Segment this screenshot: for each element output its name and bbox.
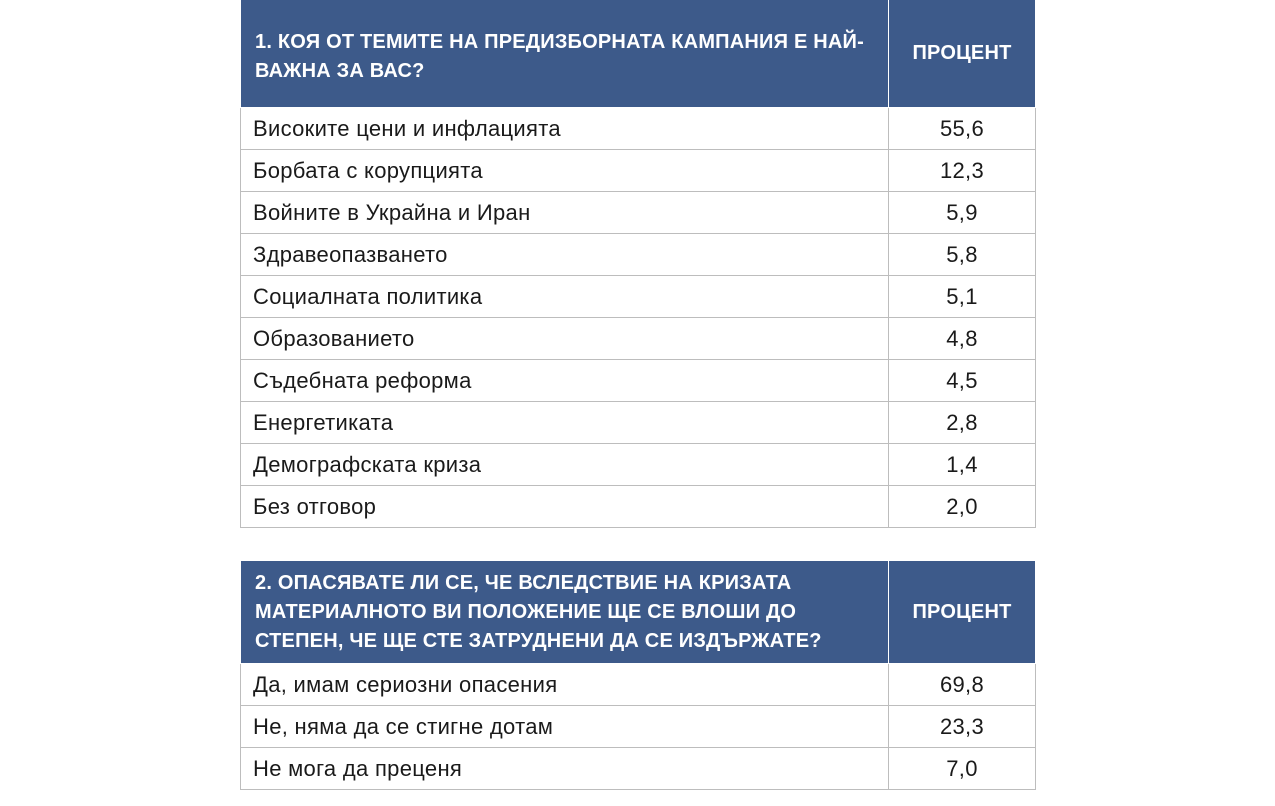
- row-value: 1,4: [889, 444, 1036, 486]
- row-label: Високите цени и инфлацията: [241, 108, 889, 150]
- table-row: [241, 108, 1036, 150]
- row-value: 12,3: [889, 150, 1036, 192]
- row-label: Енергетиката: [241, 402, 889, 444]
- row-label: Войните в Украйна и Иран: [241, 192, 889, 234]
- table-row: [241, 444, 1036, 486]
- row-label: Без отговор: [241, 486, 889, 528]
- table-row: [241, 486, 1036, 528]
- row-label: Образованието: [241, 318, 889, 360]
- table-row: [241, 318, 1036, 360]
- table-body: [241, 108, 1036, 528]
- table-row: [241, 664, 1036, 706]
- question-header: 1. КОЯ ОТ ТЕМИТЕ НА ПРЕДИЗБОРНАТА КАМПАНИЯ Е НАЙ-ВАЖНА ЗА ВАС?: [241, 0, 889, 108]
- table-row: [241, 234, 1036, 276]
- survey-table-2: [240, 561, 1036, 790]
- table-row: [241, 276, 1036, 318]
- row-value: 2,0: [889, 486, 1036, 528]
- row-label: Да, имам сериозни опасения: [241, 664, 889, 706]
- row-label: Не мога да преценя: [241, 748, 889, 790]
- question-header: 2. ОПАСЯВАТЕ ЛИ СЕ, ЧЕ ВСЛЕДСТВИЕ НА КРИЗАТА МАТЕРИАЛНОТО ВИ ПОЛОЖЕНИЕ ЩЕ СЕ ВЛОШИ ДО СТЕПЕН, ЧЕ ЩЕ СТЕ ЗАТРУДНЕНИ ДА СЕ ИЗДЪРЖАТЕ?: [241, 561, 889, 664]
- row-label: Социалната политика: [241, 276, 889, 318]
- row-label: Демографската криза: [241, 444, 889, 486]
- table-row: [241, 402, 1036, 444]
- percent-header: ПРОЦЕНТ: [889, 561, 1036, 664]
- row-value: 5,1: [889, 276, 1036, 318]
- row-value: 5,9: [889, 192, 1036, 234]
- table-header-row: [241, 0, 1036, 108]
- table-header-row: [241, 561, 1036, 664]
- row-value: 69,8: [889, 664, 1036, 706]
- row-value: 7,0: [889, 748, 1036, 790]
- table-row: [241, 360, 1036, 402]
- row-value: 23,3: [889, 706, 1036, 748]
- table-row: [241, 748, 1036, 790]
- row-value: 2,8: [889, 402, 1036, 444]
- row-label: Съдебната реформа: [241, 360, 889, 402]
- row-value: 5,8: [889, 234, 1036, 276]
- table-row: [241, 150, 1036, 192]
- row-value: 55,6: [889, 108, 1036, 150]
- percent-header: ПРОЦЕНТ: [889, 0, 1036, 108]
- row-value: 4,8: [889, 318, 1036, 360]
- table-row: [241, 192, 1036, 234]
- table-body: [241, 664, 1036, 790]
- row-label: Здравеопазването: [241, 234, 889, 276]
- table-row: [241, 706, 1036, 748]
- survey-table-1: [240, 0, 1036, 528]
- row-label: Не, няма да се стигне дотам: [241, 706, 889, 748]
- row-label: Борбата с корупцията: [241, 150, 889, 192]
- row-value: 4,5: [889, 360, 1036, 402]
